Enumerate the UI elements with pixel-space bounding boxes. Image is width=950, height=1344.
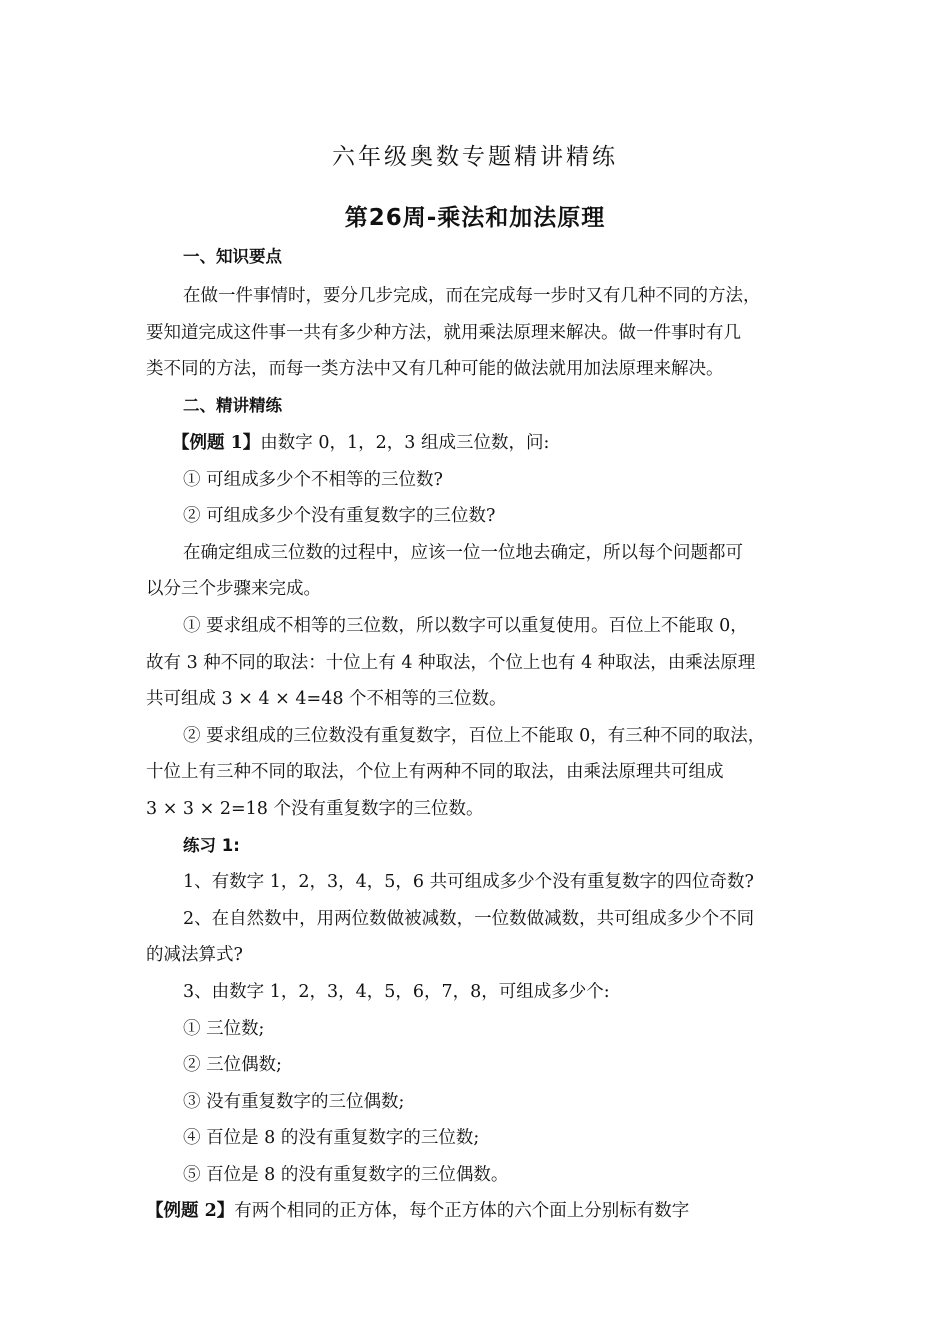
paragraph-line: 在确定组成三位数的过程中，应该一位一位地去确定，所以每个问题都可 — [183, 543, 743, 563]
paragraph-line: 以分三个步骤来完成。 — [146, 579, 321, 599]
paragraph-line: 十位上有三种不同的取法，个位上有两种不同的取法，由乘法原理共可组成 — [146, 762, 724, 782]
question-item: ① 可组成多少个不相等的三位数? — [183, 470, 443, 490]
example-1-label: 【例题 1】 — [172, 433, 261, 453]
document-title: 六年级奥数专题精讲精练 — [332, 144, 618, 170]
sub-question: ⑤ 百位是 8 的没有重复数字的三位偶数。 — [183, 1165, 509, 1185]
paragraph-line: 在做一件事情时，要分几步完成，而在完成每一步时又有几种不同的方法， — [183, 286, 761, 306]
paragraph-line: ① 要求组成不相等的三位数，所以数字可以重复使用。百位上不能取 0， — [183, 616, 748, 636]
example-1-line — [0, 431, 950, 455]
paragraph-line: 3 × 3 × 2=18 个没有重复数字的三位数。 — [146, 799, 484, 819]
sub-question: ④ 百位是 8 的没有重复数字的三位数; — [183, 1128, 480, 1148]
exercise-item: 2、在自然数中，用两位数做被减数，一位数做减数，共可组成多少个不同 — [183, 909, 755, 929]
document-subtitle: 第26周-乘法和加法原理 — [344, 205, 606, 231]
example-2-label: 【例题 2】 — [146, 1201, 235, 1221]
exercise-item: 1、有数字 1，2，3，4，5，6 共可组成多少个没有重复数字的四位奇数? — [183, 872, 754, 892]
exercise-item-continued: 的减法算式? — [146, 945, 243, 965]
paragraph-line: 故有 3 种不同的取法：十位上有 4 种取法，个位上也有 4 种取法，由乘法原理 — [146, 653, 756, 673]
paragraph-line: 类不同的方法，而每一类方法中又有几种可能的做法就用加法原理来解决。 — [146, 359, 724, 379]
sub-question: ③ 没有重复数字的三位偶数; — [183, 1092, 405, 1112]
paragraph-line: ② 要求组成的三位数没有重复数字，百位上不能取 0，有三种不同的取法， — [183, 726, 766, 746]
exercise-heading: 练习 1: — [183, 836, 240, 855]
sub-question: ① 三位数; — [183, 1019, 265, 1039]
sub-question: ② 三位偶数; — [183, 1055, 282, 1075]
paragraph-line: 要知道完成这件事一共有多少种方法，就用乘法原理来解决。做一件事时有几 — [146, 323, 741, 343]
example-1-text: 由数字 0，1，2，3 组成三位数，问: — [260, 433, 550, 453]
exercise-item: 3、由数字 1，2，3，4，5，6，7，8，可组成多少个: — [183, 982, 610, 1002]
example-2-line — [0, 1199, 950, 1223]
example-2-text: 有两个相同的正方体，每个正方体的六个面上分别标有数字 — [234, 1201, 690, 1221]
section-heading-practice: 二、精讲精练 — [183, 396, 282, 415]
paragraph-line: 共可组成 3 × 4 × 4=48 个不相等的三位数。 — [146, 689, 507, 709]
section-heading-knowledge: 一、知识要点 — [183, 247, 282, 266]
question-item: ② 可组成多少个没有重复数字的三位数? — [183, 506, 496, 526]
